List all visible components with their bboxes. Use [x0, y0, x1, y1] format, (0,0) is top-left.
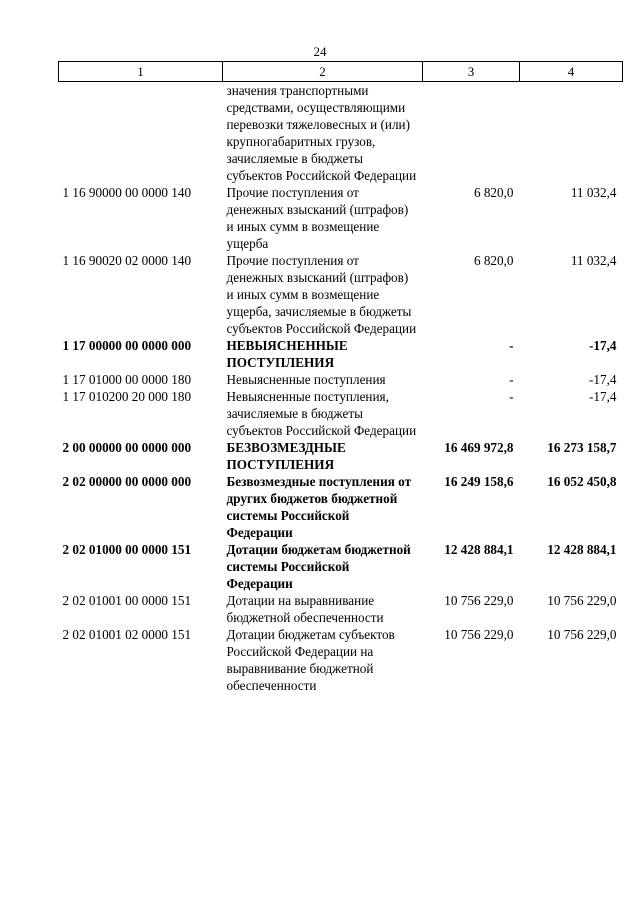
value-col4-cell: 11 032,4: [570, 253, 617, 268]
value-col4-cell: 10 756 229,0: [547, 627, 617, 642]
value-col3-cell: 16 469 972,8: [444, 440, 514, 455]
budget-code-cell: 1 16 90020 02 0000 140: [62, 253, 192, 268]
budget-code-cell: 1 17 01000 00 0000 180: [62, 372, 192, 387]
table-row: [59, 439, 623, 473]
value-col4-cell: -17,4: [589, 338, 617, 353]
value-col4-cell: 16 273 158,7: [547, 440, 617, 455]
budget-code-cell: 2 02 01001 02 0000 151: [62, 627, 192, 642]
budget-code-cell: 2 02 01000 00 0000 151: [62, 542, 192, 557]
value-col3-cell: -: [509, 338, 514, 353]
table-row: [59, 337, 623, 371]
value-col3-cell: 16 249 158,6: [444, 474, 514, 489]
revenue-name-cell: Дотации бюджетам бюджетной системы Российской Федерации: [226, 542, 411, 591]
value-col3-cell: 12 428 884,1: [444, 542, 514, 557]
budget-code-cell: 1 17 00000 00 0000 000: [62, 338, 192, 353]
value-col4-cell: 16 052 450,8: [547, 474, 617, 489]
table-row: [59, 473, 623, 541]
value-col4-cell: -17,4: [589, 389, 617, 404]
budget-code-cell: 1 16 90000 00 0000 140: [62, 185, 192, 200]
value-col4-cell: [520, 82, 623, 185]
value-col3-cell: 10 756 229,0: [444, 593, 514, 608]
table-header-row: [59, 62, 623, 82]
column-header-4: 4: [520, 62, 623, 82]
table-row: [59, 626, 623, 694]
page-number: 24: [313, 44, 327, 59]
column-header-3: 3: [423, 62, 520, 82]
revenue-name-cell: Невыясненные поступления: [226, 372, 386, 387]
value-col3-cell: 6 820,0: [473, 253, 514, 268]
value-col4-cell: 11 032,4: [570, 185, 617, 200]
table-body: [59, 82, 623, 695]
value-col3-cell: [423, 82, 520, 185]
table-row: [59, 371, 623, 388]
value-col3-cell: 6 820,0: [473, 185, 514, 200]
value-col3-cell: -: [509, 372, 514, 387]
revenue-name-cell: БЕЗВОЗМЕЗДНЫЕ ПОСТУПЛЕНИЯ: [226, 440, 346, 472]
revenue-name-cell: Прочие поступления от денежных взысканий (штрафов) и иных сумм в возмещение ущерба: [226, 185, 409, 251]
table-row: [59, 82, 623, 185]
revenue-name-cell: НЕВЫЯСНЕННЫЕ ПОСТУПЛЕНИЯ: [226, 338, 348, 370]
value-col3-cell: -: [509, 389, 514, 404]
budget-code-cell: 2 02 01001 00 0000 151: [62, 593, 192, 608]
revenue-name-cell: Невыясненные поступления, зачисляемые в бюджеты субъектов Российской Федерации: [226, 389, 417, 438]
revenue-name-cell: Дотации на выравнивание бюджетной обеспеченности: [226, 593, 384, 625]
table-row: [59, 541, 623, 592]
budget-code-cell: 2 00 00000 00 0000 000: [62, 440, 192, 455]
column-header-1: 1: [59, 62, 223, 82]
column-header-2: 2: [223, 62, 423, 82]
value-col3-cell: 10 756 229,0: [444, 627, 514, 642]
budget-code-cell: 1 17 010200 20 000 180: [62, 389, 192, 404]
budget-code-cell: [59, 82, 223, 185]
budget-revenue-table: [58, 61, 623, 694]
revenue-name-cell: Прочие поступления от денежных взысканий (штрафов) и иных сумм в возмещение ущерба, зачисляемые в бюджеты субъектов Российской Федерации: [226, 253, 417, 336]
value-col4-cell: -17,4: [589, 372, 617, 387]
value-col4-cell: 10 756 229,0: [547, 593, 617, 608]
revenue-name-cell: значения транспортными средствами, осуществляющими перевозки тяжеловесных и (или) крупногабаритных грузов, зачисляемые в бюджеты субъектов Российской Федерации: [226, 83, 417, 183]
table-row: [59, 388, 623, 439]
value-col4-cell: 12 428 884,1: [547, 542, 617, 557]
revenue-name-cell: Безвозмездные поступления от других бюджетов бюджетной системы Российской Федерации: [226, 474, 412, 540]
budget-code-cell: 2 02 00000 00 0000 000: [62, 474, 192, 489]
table-row: [59, 592, 623, 626]
table-row: [59, 252, 623, 337]
revenue-name-cell: Дотации бюджетам субъектов Российской Федерации на выравнивание бюджетной обеспеченности: [226, 627, 395, 693]
table-row: [59, 184, 623, 252]
